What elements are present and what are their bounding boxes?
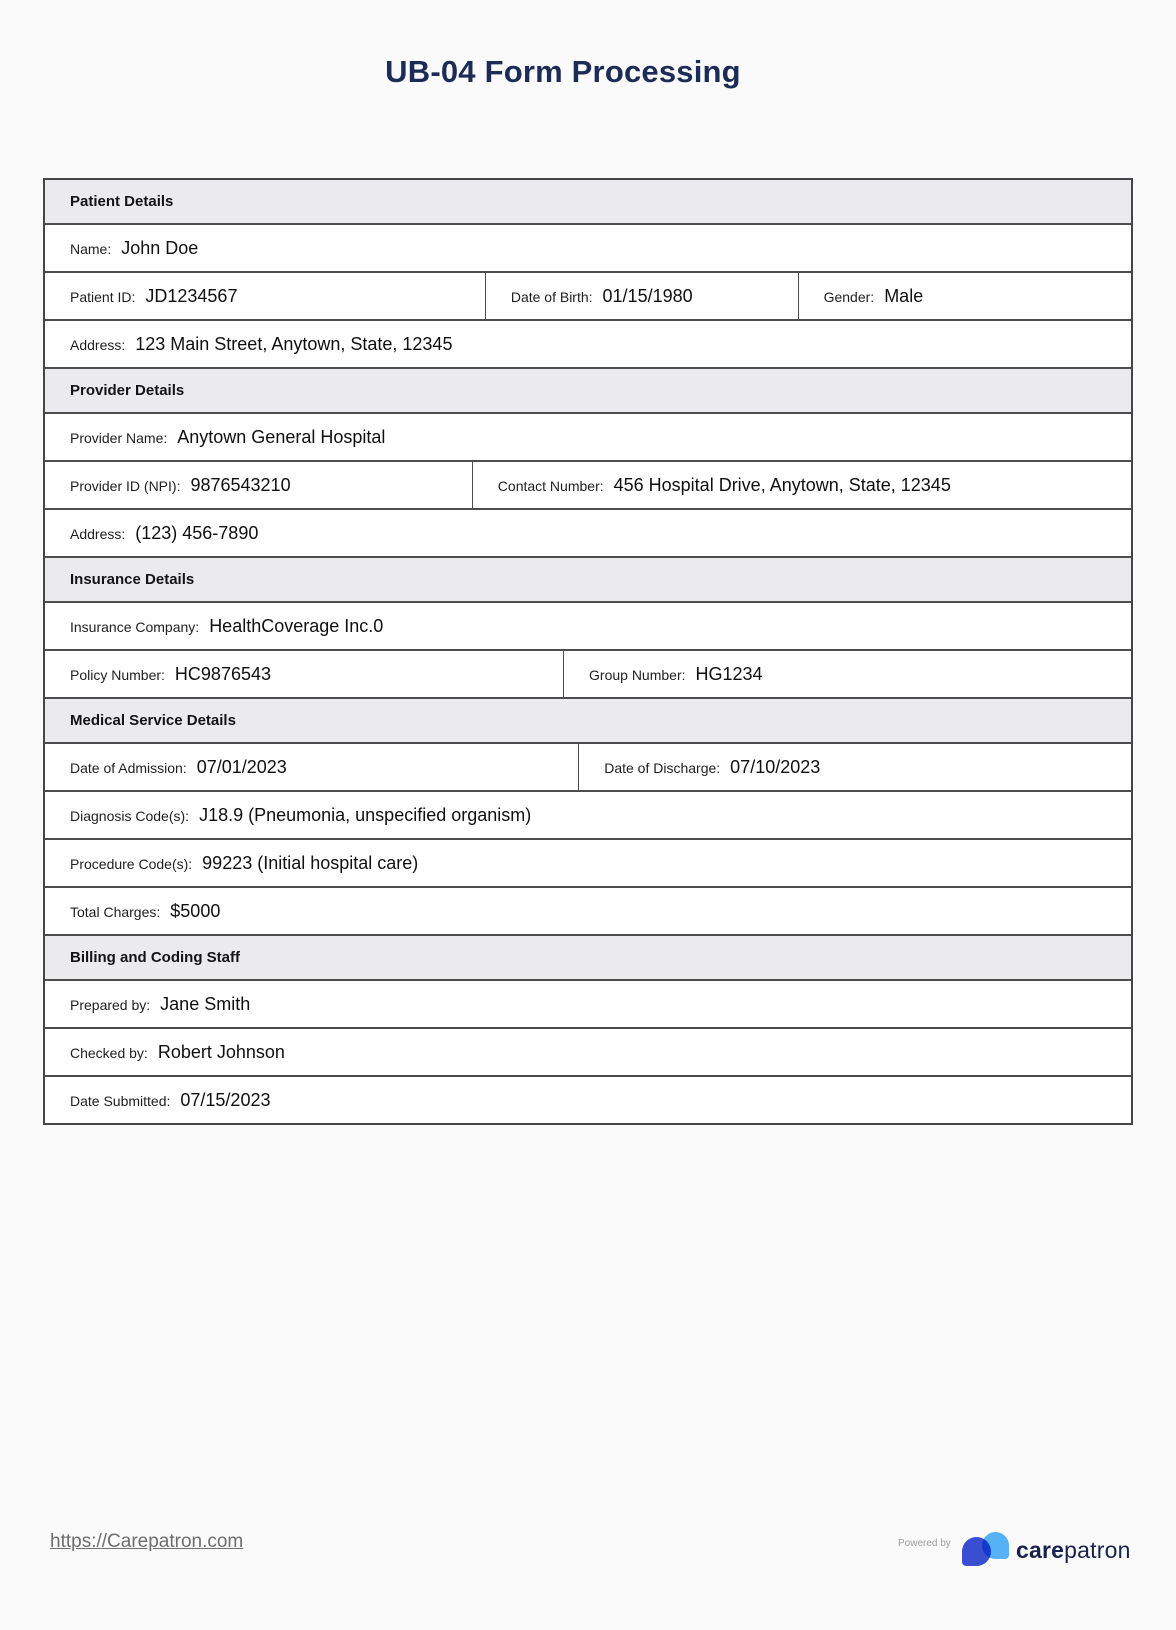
section-header-billing-coding-staff	[45, 936, 1131, 981]
field-value: 456 Hospital Drive, Anytown, State, 12345	[613, 475, 951, 495]
carepatron-url-link[interactable]: https://Carepatron.com	[50, 1531, 244, 1552]
field-label: Total Charges:	[70, 904, 161, 920]
powered-by-label: Powered by	[898, 1538, 951, 1549]
field-label: Name:	[70, 241, 112, 257]
wordmark-care: care	[1016, 1537, 1065, 1563]
field-contact-number	[472, 462, 1131, 508]
field-label: Checked by:	[70, 1045, 148, 1061]
field-value: Male	[884, 286, 924, 306]
field-label: Date of Discharge:	[604, 760, 721, 776]
field-value: 07/15/2023	[180, 1090, 271, 1110]
field-label: Gender:	[823, 289, 875, 305]
field-value: 07/01/2023	[196, 757, 287, 777]
field-insurance-company	[45, 603, 1131, 649]
field-value: JD1234567	[145, 286, 238, 306]
carepatron-wordmark	[1016, 1537, 1131, 1564]
field-prepared-by	[45, 981, 1131, 1027]
row-policy-group-number	[45, 651, 1131, 699]
section-header-label: Billing and Coding Staff	[70, 949, 240, 966]
field-value: 99223 (Initial hospital care)	[202, 853, 419, 873]
field-patient-id	[45, 273, 485, 319]
section-header-label: Provider Details	[70, 382, 185, 399]
carepatron-logo-icon	[962, 1532, 1014, 1566]
field-value: (123) 456-7890	[135, 523, 259, 543]
field-patient-name	[45, 225, 1131, 271]
field-label: Date of Admission:	[70, 760, 187, 776]
row-procedure-codes	[45, 840, 1131, 888]
field-value: HC9876543	[174, 664, 271, 684]
field-total-charges	[45, 888, 1131, 934]
field-value: 01/15/1980	[602, 286, 693, 306]
field-patient-address	[45, 321, 1131, 367]
field-diagnosis-codes	[45, 792, 1131, 838]
field-policy-number	[45, 651, 563, 697]
field-date-of-admission	[45, 744, 578, 790]
row-patient-id-dob-gender	[45, 273, 1131, 321]
wordmark-patron: patron	[1064, 1537, 1131, 1563]
field-label: Address:	[70, 337, 126, 353]
field-label: Address:	[70, 526, 126, 542]
field-label: Policy Number:	[70, 667, 165, 683]
section-header-label: Medical Service Details	[70, 712, 236, 729]
section-header-insurance-details	[45, 558, 1131, 603]
field-value: 123 Main Street, Anytown, State, 12345	[135, 334, 453, 354]
field-label: Procedure Code(s):	[70, 856, 193, 872]
field-label: Patient ID:	[70, 289, 136, 305]
field-label: Date Submitted:	[70, 1093, 171, 1109]
field-group-number	[563, 651, 1131, 697]
page-title: UB-04 Form Processing	[385, 54, 741, 89]
section-header-label: Insurance Details	[70, 571, 195, 588]
row-admission-discharge	[45, 744, 1131, 792]
field-label: Insurance Company:	[70, 619, 200, 635]
row-provider-name	[45, 414, 1131, 462]
row-date-submitted	[45, 1077, 1131, 1123]
field-provider-npi	[45, 462, 472, 508]
field-date-of-discharge	[578, 744, 1131, 790]
section-header-medical-service-details	[45, 699, 1131, 744]
row-prepared-by	[45, 981, 1131, 1029]
field-label: Group Number:	[589, 667, 686, 683]
ub04-form-table	[43, 178, 1133, 1125]
row-diagnosis-codes	[45, 792, 1131, 840]
logo-bubble-dark-icon	[962, 1537, 991, 1566]
field-value: J18.9 (Pneumonia, unspecified organism)	[199, 805, 532, 825]
section-header-label: Patient Details	[70, 193, 174, 210]
field-date-of-birth	[485, 273, 798, 319]
row-patient-address	[45, 321, 1131, 369]
field-label: Contact Number:	[497, 478, 604, 494]
field-value: HG1234	[695, 664, 763, 684]
field-value: Robert Johnson	[157, 1042, 285, 1062]
field-label: Diagnosis Code(s):	[70, 808, 190, 824]
row-provider-id-contact	[45, 462, 1131, 510]
field-label: Prepared by:	[70, 997, 151, 1013]
field-value: John Doe	[121, 238, 199, 258]
row-total-charges	[45, 888, 1131, 936]
field-gender	[798, 273, 1131, 319]
field-value: 07/10/2023	[730, 757, 821, 777]
field-value: HealthCoverage Inc.0	[209, 616, 384, 636]
field-provider-address	[45, 510, 1131, 556]
row-patient-name	[45, 225, 1131, 273]
field-checked-by	[45, 1029, 1131, 1075]
section-header-provider-details	[45, 369, 1131, 414]
row-provider-address	[45, 510, 1131, 558]
field-provider-name	[45, 414, 1131, 460]
field-value: Jane Smith	[160, 994, 251, 1014]
field-label: Provider ID (NPI):	[70, 478, 181, 494]
field-value: Anytown General Hospital	[177, 427, 386, 447]
row-checked-by	[45, 1029, 1131, 1077]
field-value: $5000	[170, 901, 221, 921]
section-header-patient-details	[45, 180, 1131, 225]
row-insurance-company	[45, 603, 1131, 651]
field-label: Date of Birth:	[510, 289, 593, 305]
field-label: Provider Name:	[70, 430, 168, 446]
field-date-submitted	[45, 1077, 1131, 1123]
field-value: 9876543210	[190, 475, 291, 495]
field-procedure-codes	[45, 840, 1131, 886]
